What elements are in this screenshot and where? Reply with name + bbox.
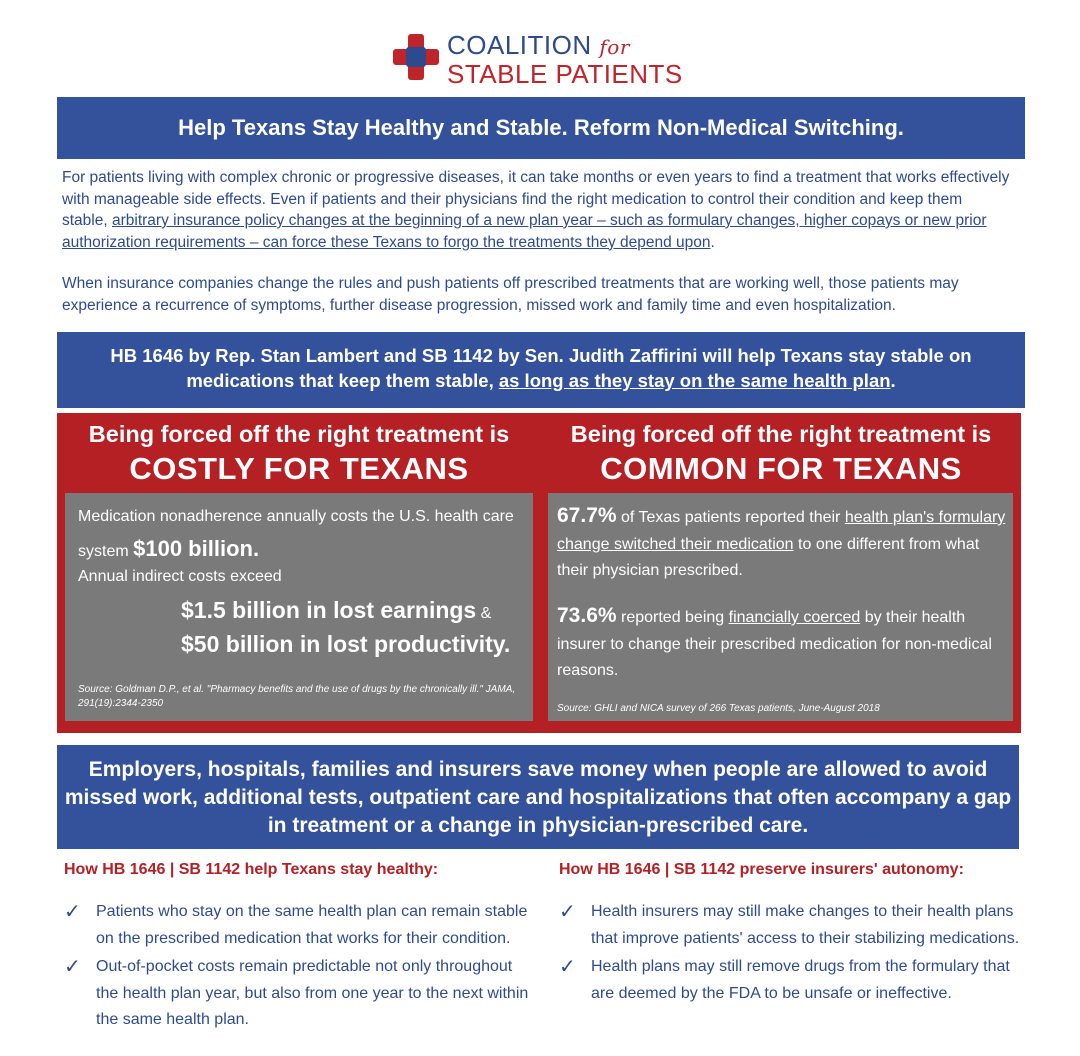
healthy-list: [64, 899, 534, 1036]
check-icon: ✓: [559, 901, 576, 923]
common-source: Source: GHLI and NICA survey of 266 Texas patients, June-August 2018: [557, 703, 880, 714]
check-icon: ✓: [559, 956, 576, 978]
list-item: ✓ Health plans may still remove drugs from the formulary that are deemed by the FDA to be unsafe or ineffective.: [559, 956, 1010, 1002]
intro-paragraph-1: For patients living with complex chronic or progressive diseases, it can take months or even years to find a treatment that works effectively with manageable side effects. Even if patients and their physicians find the right medication to control their condition and keep them stable, arbitrary insurance policy changes at the beginning of a new plan year – such as formulary changes, higher copays or new prior authorization requirements – can force these Texans to forgo the treatments they depend upon.: [62, 169, 1010, 251]
intro-paragraph-2: When insurance companies change the rules and push patients off prescribed treatments that are working well, those patients may experience a recurrence of symptoms, further disease progression, missed work and family time and even hospitalization.: [62, 275, 959, 314]
healthy-heading: How HB 1646 | SB 1142 help Texans stay healthy:: [64, 861, 439, 878]
costly-heading-1: Being forced off the right treatment is: [88, 421, 510, 447]
costly-panel: [57, 413, 541, 733]
list-item: ✓ Health insurers may still make changes to their health plans that improve patients' access to their stabilizing medications.: [559, 901, 1020, 947]
costly-heading-2: COSTLY FOR TEXANS: [129, 451, 469, 486]
logo: [393, 28, 693, 88]
cross-icon: [393, 34, 439, 80]
coerced-stat: 73.6% reported being financially coerced by their health insurer to change their prescribed medication for non-medical reasons.: [557, 604, 992, 679]
logo-line2: STABLE PATIENTS: [447, 59, 683, 89]
nonadherence-cost: Medication nonadherence annually costs the U.S. health care system $100 billion.: [78, 508, 514, 561]
lost-earnings: $1.5 billion in lost earnings &: [181, 597, 492, 623]
costly-facts: [65, 493, 533, 721]
common-heading-1: Being forced off the right treatment is: [570, 421, 992, 447]
common-facts: [548, 493, 1013, 721]
autonomy-heading: How HB 1646 | SB 1142 preserve insurers' autonomy:: [559, 861, 964, 878]
lost-productivity: $50 billion in lost productivity.: [181, 631, 511, 657]
bill-banner: HB 1646 by Rep. Stan Lambert and SB 1142 by Sen. Judith Zaffirini will help Texans stay stable on medications that keep them stable, as long as they stay on the same health plan.: [57, 332, 1025, 408]
costly-source: Source: Goldman D.P., et al. "Pharmacy benefits and the use of drugs by the chronically ill." JAMA, 291(19):2344-2350: [78, 684, 516, 709]
common-heading-2: COMMON FOR TEXANS: [600, 451, 962, 486]
autonomy-list: [559, 899, 1029, 1009]
switched-stat: 67.7% of Texas patients reported their health plan's formulary change switched their medication to one different from what their physician prescribed.: [557, 504, 1006, 579]
check-icon: ✓: [64, 956, 81, 978]
indirect-costs-label: Annual indirect costs exceed: [78, 568, 282, 585]
common-panel: [541, 413, 1021, 733]
list-item: ✓ Patients who stay on the same health plan can remain stable on the prescribed medication that works for their condition.: [64, 901, 528, 947]
list-item: ✓ Out-of-pocket costs remain predictable not only throughout the health plan year, but also from one year to the next within the same health plan.: [64, 956, 529, 1028]
savings-banner: Employers, hospitals, families and insurers save money when people are allowed to avoid missed work, additional tests, outpatient care and hospitalizations that often accompany a gap in treatment or a change in physician-prescribed care.: [57, 745, 1019, 849]
logo-line1: COALITION for: [447, 30, 630, 60]
headline-banner: Help Texans Stay Healthy and Stable. Reform Non-Medical Switching.: [57, 97, 1025, 159]
check-icon: ✓: [64, 901, 81, 923]
